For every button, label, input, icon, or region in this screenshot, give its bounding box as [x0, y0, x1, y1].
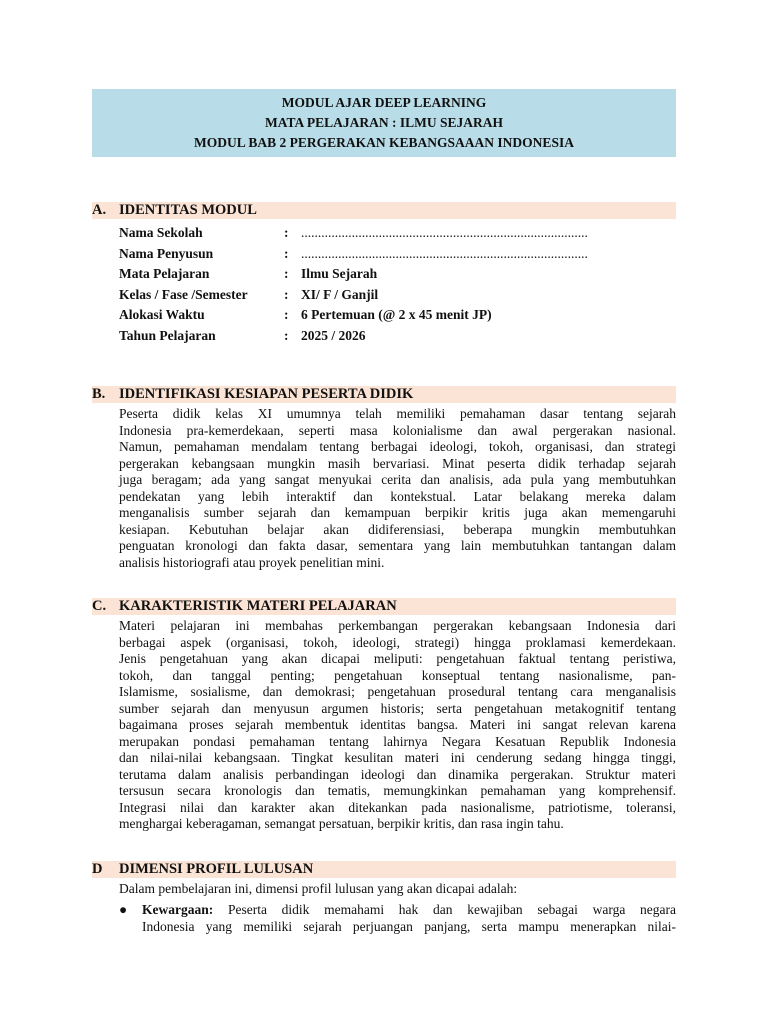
paragraph-line: Dalam pembelajaran ini, dimensi profil lulusan yang akan dicapai adalah:: [119, 881, 518, 896]
identity-label: Mata Pelajaran: [119, 266, 210, 281]
paragraph-line: penguatan kronologi dan fakta dasar, sementara yang lain membutuhkan tantangan dalam: [119, 538, 676, 553]
identity-label: Alokasi Waktu: [119, 307, 205, 322]
identity-label: Kelas / Fase /Semester: [119, 286, 248, 302]
paragraph-line: menganalisis sumber sejarah dan kemampuan berpikir kritis juga akan memengaruhi: [119, 505, 676, 520]
paragraph-line: pergerakan kebangsaan mungkin masih bervariasi. Minat peserta didik terhadap sejarah: [119, 455, 676, 471]
identity-colon: :: [284, 286, 289, 302]
paragraph-line: Jenis pengetahuan yang akan dicapai meliputi: pengetahuan faktual tentang peristiwa,: [119, 651, 676, 666]
paragraph-line: Peserta didik kelas XI umumnya telah memiliki pemahaman dasar tentang sejarah: [119, 406, 676, 421]
identity-value: XI/ F / Ganjil: [301, 286, 379, 302]
bullet-line: [142, 902, 676, 919]
identity-colon: :: [284, 245, 289, 261]
paragraph-line: kesiapan. Kebutuhan belajar akan didiferensiasi, beberapa mungkin membutuhkan: [119, 521, 676, 537]
identity-value: .....................................................................................: [301, 245, 588, 261]
paragraph-line: Integrasi nilai dan karakter akan ditekankan pada nasionalisme, patriotisme, toleransi,: [119, 799, 676, 815]
bullet-term: Kewargaan:: [142, 902, 214, 917]
section-a-heading: [92, 202, 676, 219]
section-a-letter: A.: [92, 202, 107, 218]
paragraph-line: Namun, pemahaman mendalam tentang berbagai ideologi, tokoh, organisasi, dan strategi: [119, 439, 676, 454]
section-d-intro: [119, 881, 676, 898]
section-d-title: DIMENSI PROFIL LULUSAN: [119, 861, 314, 877]
identity-colon: :: [284, 327, 289, 343]
bullet-line-rest: Peserta didik memahami hak dan kewajiban sebagai warga negara: [213, 902, 676, 917]
section-c-letter: C.: [92, 598, 107, 614]
paragraph-line: Indonesia pra-kemerdekaan, seperti masa kolonialisme dan awal pergerakan nasional.: [119, 422, 676, 438]
paragraph-line: Materi pelajaran ini membahas perkembangan pergerakan kebangsaan Indonesia dari: [119, 618, 676, 633]
module-title-box: [92, 89, 676, 157]
identity-label: Nama Sekolah: [119, 225, 203, 240]
paragraph-line: analisis historiografi atau proyek penelitian mini.: [119, 554, 385, 570]
title-line-1: MODUL AJAR DEEP LEARNING: [281, 95, 487, 110]
section-b-title: IDENTIFIKASI KESIAPAN PESERTA DIDIK: [119, 386, 414, 402]
paragraph-line: sumber sejarah dan menyusun argumen historis; serta pengetahuan metakognitif tentang: [119, 700, 676, 716]
paragraph-line: juga beragam; ada yang sangat menyukai cerita dan analisis, ada pula yang membutuhkan: [119, 472, 676, 487]
section-b-letter: B.: [92, 386, 106, 402]
section-a-title: IDENTITAS MODUL: [119, 202, 257, 218]
identity-label: Nama Penyusun: [119, 245, 214, 261]
paragraph-line: Islamisme, sosialisme, dan demokrasi; pengetahuan prosedural tentang cara menganalisis: [119, 684, 676, 699]
identity-value: 2025 / 2026: [301, 327, 366, 343]
identity-value: .....................................................................................: [301, 225, 588, 240]
bullet-marker: ●: [119, 902, 128, 917]
section-c-title: KARAKTERISTIK MATERI PELAJARAN: [119, 598, 397, 614]
identity-value: 6 Pertemuan (@ 2 x 45 menit JP): [301, 307, 492, 322]
section-d-heading: [92, 861, 676, 878]
title-line-3: MODUL BAB 2 PERGERAKAN KEBANGSAAAN INDONESIA: [194, 135, 574, 150]
title-line-2: MATA PELAJARAN : ILMU SEJARAH: [264, 115, 503, 130]
paragraph-line: pendekatan yang lebih interaktif dan kontekstual. Latar belakang mereka dalam: [119, 488, 676, 504]
identity-colon: :: [284, 225, 289, 240]
paragraph-line: tokoh, dan tanggal penting; pengetahuan konseptual tentang nasionalisme, pan-: [119, 667, 676, 683]
section-c-paragraph: [119, 618, 676, 833]
section-c-heading: [92, 598, 676, 615]
paragraph-line: menghargai keberagaman, semangat persatuan, berpikir kritis, dan rasa ingin tahu.: [119, 816, 564, 831]
paragraph-line: merupakan pondasi pemahaman tentang lahirnya Negara Kesatuan Republik Indonesia: [119, 733, 676, 749]
identity-colon: :: [284, 307, 289, 322]
paragraph-line: dan nilai-nilai kebangsaan. Tingkat kesulitan materi ini cenderung sedang hingga tinggi,: [119, 750, 676, 765]
paragraph-line: tersusun secara kronologis dan tematis, memungkinkan pemahaman yang komprehensif.: [119, 783, 676, 798]
bullet-text: [142, 902, 676, 935]
section-b-heading: [92, 386, 676, 403]
identity-value: Ilmu Sejarah: [301, 266, 378, 281]
identity-label: Tahun Pelajaran: [119, 327, 216, 343]
bullet-line: Indonesia yang memiliki sejarah perjuangan panjang, serta mampu menerapkan nilai-: [142, 918, 676, 934]
identity-colon: :: [284, 266, 289, 281]
paragraph-line: terutama dalam analisis perbandingan ideologi dan dinamika pergerakan. Struktur materi: [119, 766, 676, 782]
section-d-letter: D: [92, 861, 103, 877]
paragraph-line: bagaimana proses sejarah membentuk identitas bangsa. Materi ini sangat relevan karena: [119, 717, 676, 732]
paragraph-line: berbagai aspek (organisasi, tokoh, ideologi, strategi) hingga proklamasi kemerdekaan.: [119, 634, 676, 650]
section-b-paragraph: [119, 406, 676, 571]
